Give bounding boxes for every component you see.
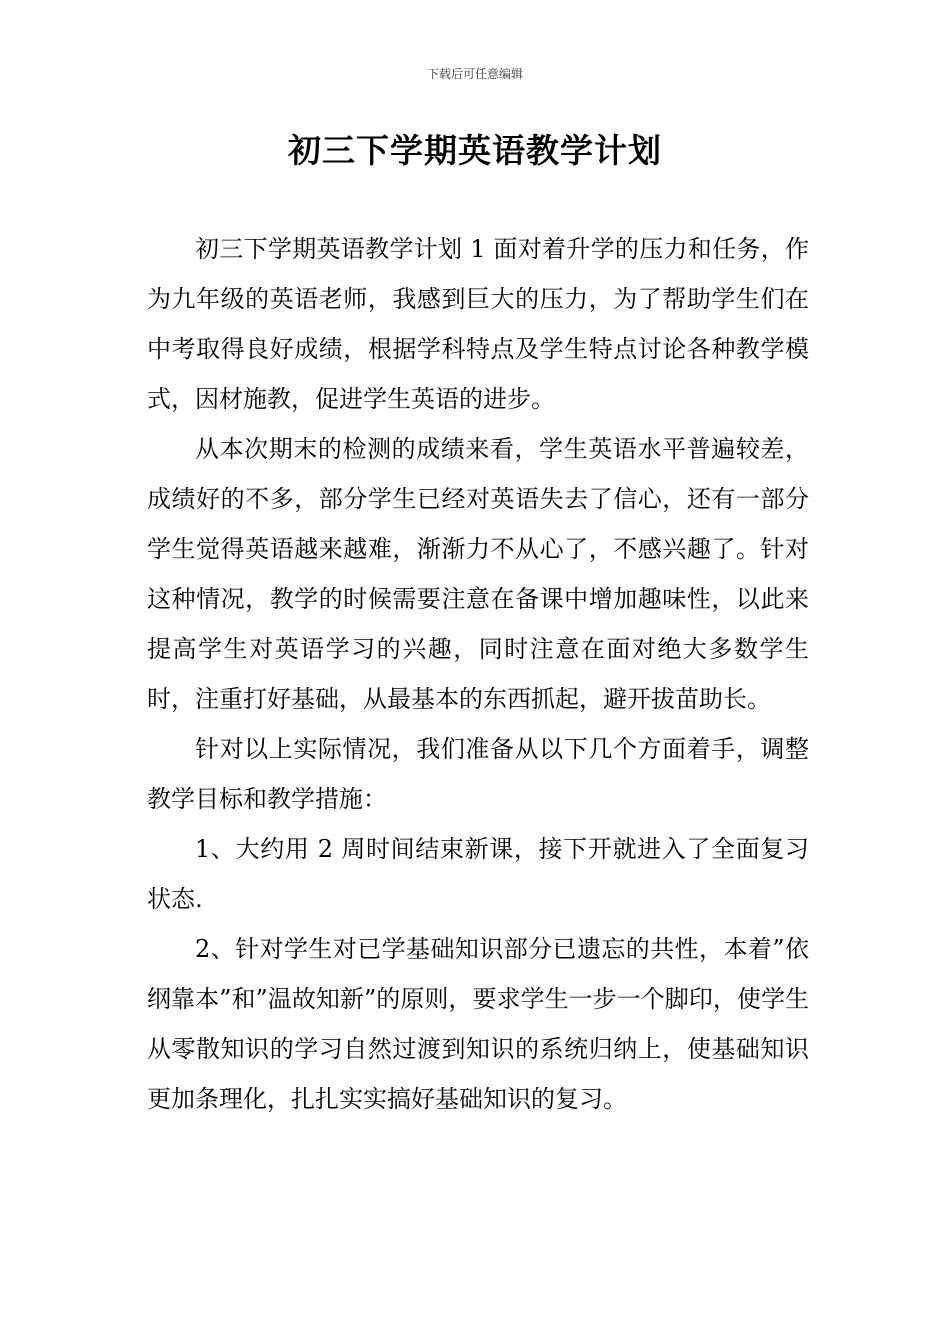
paragraph-intro: 初三下学期英语教学计划 1 面对着升学的压力和任务，作为九年级的英语老师，我感到巨大的压力，为了帮助学生们在中考取得良好成绩，根据学科特点及学生特点讨论各种教学模式，因材施教，促进学生英语的进步。 [147,235,809,413]
header-note: 下载后可任意编辑 [426,67,523,81]
document-body [147,224,809,1124]
paragraph-item-1: 1、大约用 2 周时间结束新课，接下开就进入了全面复习状态. [147,835,809,913]
paragraph-analysis: 从本次期末的检测的成绩来看，学生英语水平普遍较差，成绩好的不多，部分学生已经对英语失去了信心，还有一部分学生觉得英语越来越难，渐渐力不从心了，不感兴趣了。针对这种情况，教学的时候需要注意在备课中增加趣味性，以此来提高学生对英语学习的兴趣，同时注意在面对绝大多数学生时，注重打好基础，从最基本的东西抓起，避开拔苗助长。 [147,435,809,713]
paragraph-measures: 针对以上实际情况，我们准备从以下几个方面着手，调整教学目标和教学措施： [147,735,809,813]
document-title: 初三下学期英语教学计划 [288,131,662,170]
paragraph-item-2: 2、针对学生对已学基础知识部分已遗忘的共性，本着”依纲靠本”和”温故知新”的原则，要求学生一步一个脚印，使学生从零散知识的学习自然过渡到知识的系统归纳上，使基础知识更加条理化，扎扎实实搞好基础知识的复习。 [147,935,809,1113]
